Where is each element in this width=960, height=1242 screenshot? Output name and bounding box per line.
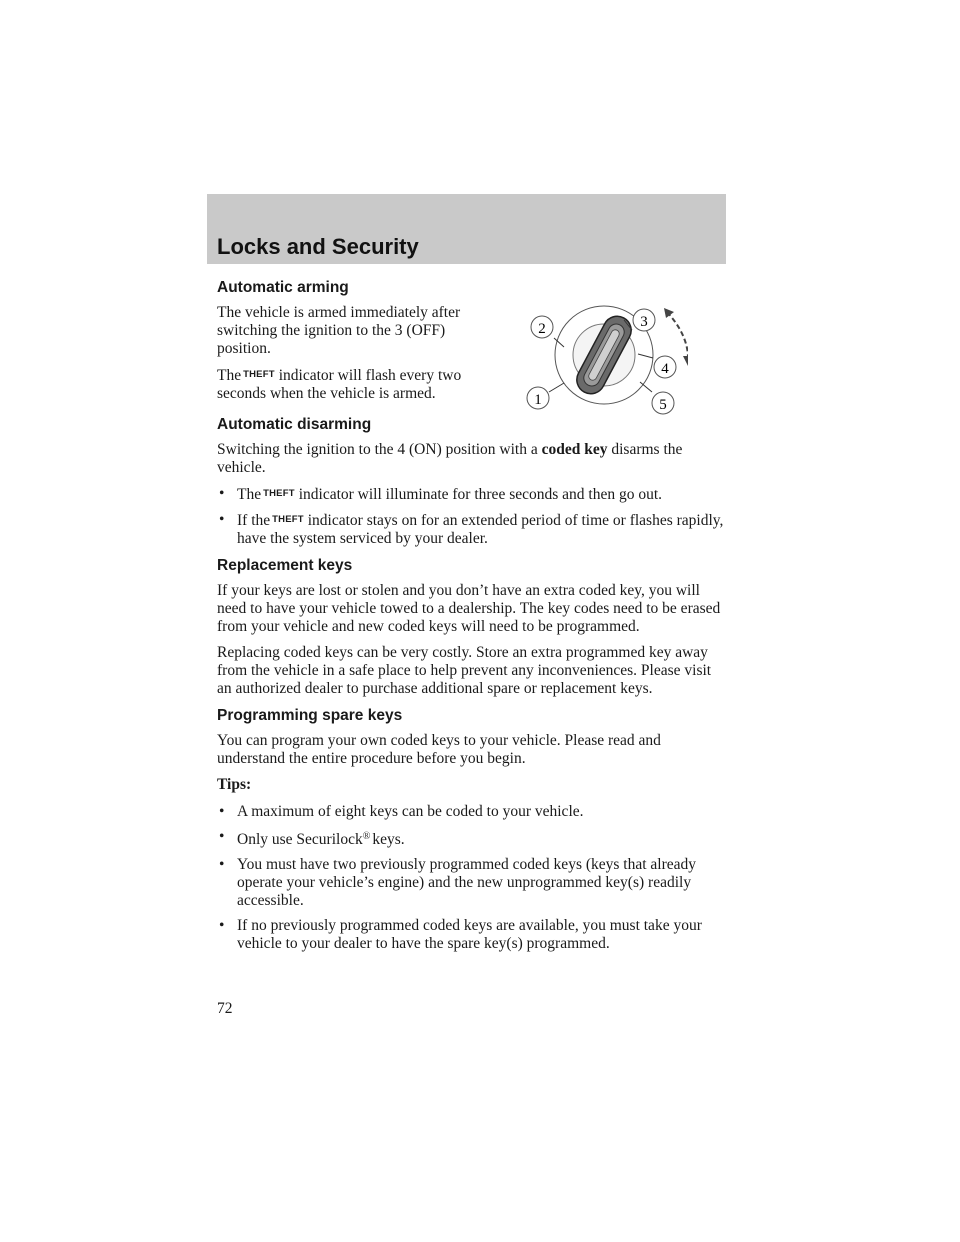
theft-indicator-label: THEFT	[263, 488, 295, 499]
page-content	[217, 278, 727, 961]
arming-paragraph: The vehicle is armed immediately after switching the ignition to the 3 (OFF) position.	[217, 304, 461, 357]
list-item: • A maximum of eight keys can be coded to your vehicle.	[219, 803, 584, 820]
list-item: • The THEFT indicator will illuminate for three seconds and then go out.	[219, 485, 663, 503]
page-number: 72	[217, 1000, 233, 1017]
theft-indicator-label: THEFT	[272, 514, 304, 525]
disarming-list	[217, 485, 727, 548]
replacement-paragraph-2: Replacing coded keys can be very costly. Store an extra programmed key away from the vehicle in a safe place to help prevent any inconveniences. Please visit an authorized dealer to purchase additional spare or replacement keys.	[217, 644, 712, 697]
registered-mark: ®	[362, 831, 371, 842]
arming-theft-paragraph: The THEFT indicator will flash every two seconds when the vehicle is armed.	[217, 367, 462, 402]
theft-indicator-label: THEFT	[243, 369, 275, 380]
position-label-1: 1	[534, 392, 542, 408]
coded-key-term: coded key	[541, 441, 608, 458]
list-item: • You must have two previously programmed coded keys (keys that already operate your vehicle’s engine) and the new unprogrammed key(s) readily accessible.	[219, 856, 697, 909]
replacement-paragraph-1: If your keys are lost or stolen and you don’t have an extra coded key, you will need to have your vehicle towed to a dealership. The key codes need to be erased from your vehicle and new coded keys will need to be programmed.	[217, 582, 721, 635]
heading-programming-spare-keys: Programming spare keys	[217, 707, 403, 724]
position-label-4: 4	[661, 361, 669, 377]
heading-automatic-arming: Automatic arming	[217, 279, 349, 296]
section-title: Locks and Security	[217, 234, 419, 259]
heading-replacement-keys: Replacement keys	[217, 557, 353, 574]
tips-list	[217, 803, 727, 953]
programming-paragraph: You can program your own coded keys to your vehicle. Please read and understand the entire procedure before you begin.	[217, 732, 661, 767]
position-label-3: 3	[640, 314, 648, 330]
disarming-paragraph: Switching the ignition to the 4 (ON) position with a coded key disarms the vehicle.	[217, 441, 683, 476]
section-header-band	[207, 194, 726, 264]
list-item: • If no previously programmed coded keys are available, you must take your vehicle to your dealer to have the spare key(s) programmed.	[219, 917, 702, 952]
heading-automatic-disarming: Automatic disarming	[217, 416, 372, 433]
tips-label: Tips:	[217, 776, 252, 793]
list-item: • If the THEFT indicator stays on for an extended period of time or flashes rapidly, have the system serviced by your dealer.	[219, 511, 724, 547]
position-label-5: 5	[659, 397, 667, 413]
list-item: • Only use Securilock® keys.	[219, 828, 405, 848]
position-label-2: 2	[538, 321, 546, 337]
